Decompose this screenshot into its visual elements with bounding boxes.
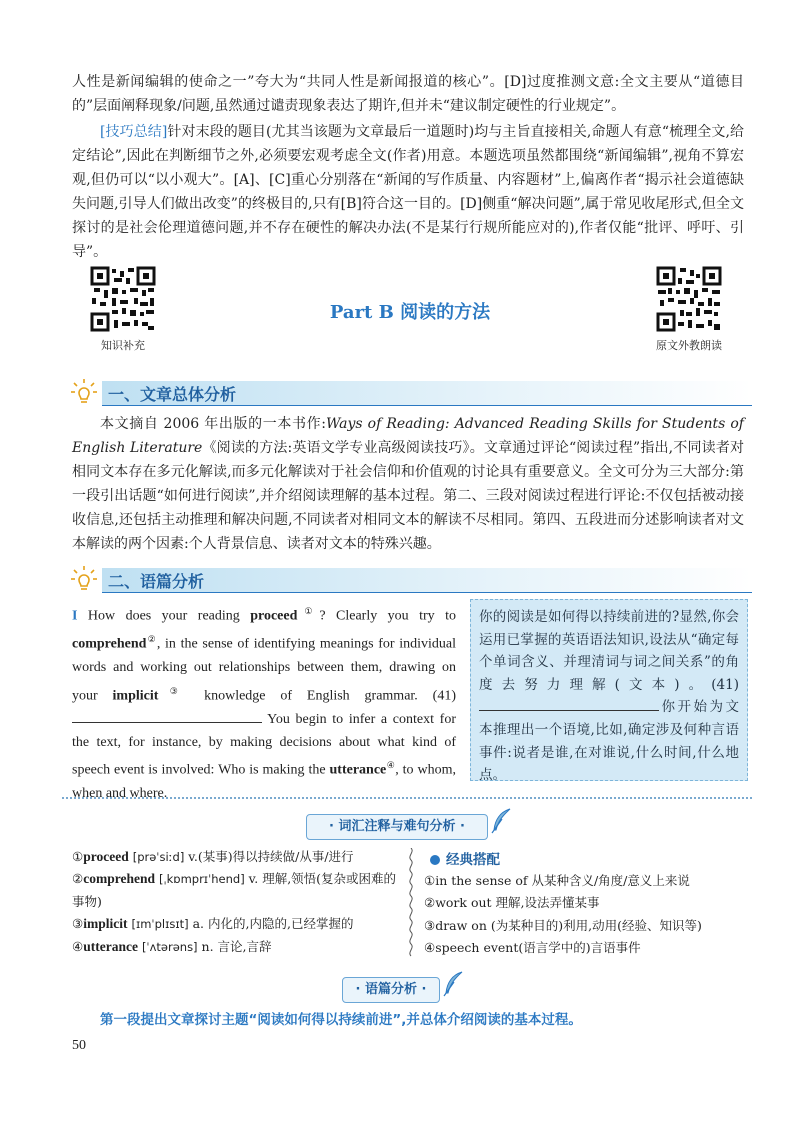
phrase-list (424, 870, 754, 960)
definition: n. 言论,言辞 (201, 938, 272, 954)
definition: v.(某事)得以持续做/从事/进行 (188, 849, 354, 864)
vocabulary-list (72, 846, 402, 958)
text-run: knowledge of English grammar. (41) (189, 688, 456, 704)
phonetic: [ɪmˈplɪsɪt] (131, 917, 189, 932)
vocab-item (72, 913, 402, 935)
section-header-overall-analysis (62, 378, 752, 406)
intro-paragraph: 人性是新闻编辑的使命之一”夸大为“共同人性是新闻报道的核心”。[D]过度推测文意:全文主要从“道德目的”层面阐释现象/问题,虽然通过谴责现象表达了期许,但并未“建议制定硬性的行业规定”。 (72, 74, 744, 114)
section-title: 一、文章总体分析 (108, 385, 237, 404)
definition: a. 内化的,内隐的,已经掌握的 (192, 916, 354, 932)
overall-analysis-text (72, 412, 744, 556)
phrase-item: ③draw on (为某种目的)利用,动用(经验、知识等) (424, 917, 702, 933)
summary-intro: 本文摘自 2006 年出版的一本书作: (100, 416, 326, 432)
qr-label-reading-audio: 原文外教朗读 (656, 339, 722, 352)
paragraph-number: I (72, 608, 78, 624)
part-title: Part B 阅读的方法 (329, 302, 491, 323)
phrases-heading (430, 848, 500, 868)
translation-box (470, 599, 748, 784)
text-run: , in the sense of identifying meanings for individual words and working out relationships between them, drawing on your (72, 636, 456, 704)
footnote-mark: ② (146, 634, 157, 645)
lightbulb-icon (70, 378, 98, 406)
item-number: ④ (72, 938, 84, 954)
item-number: ③ (72, 916, 84, 932)
vocab-section-badge: · 词汇注释与难句分析 · (306, 814, 488, 840)
phonetic: [ˈʌtərəns] (141, 939, 198, 954)
keyword-proceed: proceed (250, 608, 298, 624)
footnote-mark: ④ (386, 760, 396, 771)
answer-blank-41[interactable] (72, 710, 262, 723)
item-number: ② (72, 871, 84, 887)
paragraph-one-english (72, 600, 456, 806)
phrase-item: ②work out 理解,设法弄懂某事 (424, 895, 600, 911)
translation-text: 你开始为文本推理出一个语境,比如,确定涉及何种言语事件:说者是谁,在对谁说,什么时间,什么地点。 (479, 699, 739, 784)
text-run: , to whom, when and where. (72, 763, 456, 802)
qr-label-knowledge: 知识补充 (101, 339, 145, 352)
lightbulb-icon (70, 565, 98, 593)
phrase-item: ①in the sense of 从某种含义/角度/意义上来说 (424, 873, 690, 888)
translation-text: 你的阅读是如何得以持续前进的?显然,你会运用已掌握的英语语法知识,设法从“确定每个单词含义、并理清词与词之间关系”的角度去努力理解(文本)。(41) (479, 609, 739, 693)
bullet-icon (430, 855, 440, 865)
section-title: 二、语篇分析 (108, 572, 205, 591)
phrase-item: ④speech event(语言学中的)言语事件 (424, 940, 641, 956)
discourse-section-badge: · 语篇分析 · (342, 977, 440, 1003)
dotted-divider (62, 797, 752, 799)
quill-icon (442, 971, 464, 997)
qr-code-knowledge[interactable] (90, 266, 156, 332)
spiral-divider (407, 848, 415, 958)
phonetic: [prəˈsiːd] (132, 850, 185, 864)
phrases-title: 经典搭配 (446, 852, 500, 868)
vocab-word: implicit (83, 916, 128, 932)
section-header-discourse-analysis (62, 565, 752, 593)
item-number: ① (72, 849, 84, 864)
vocab-word: comprehend (83, 871, 155, 887)
vocab-word: proceed (83, 849, 129, 864)
text-run: How does your reading (87, 608, 251, 624)
qr-code-reading-audio[interactable] (656, 266, 722, 332)
vocab-item (72, 846, 402, 868)
summary-body: 《阅读的方法:英语文学专业高级阅读技巧》。文章通过评论“阅读过程”指出,不同读者对相同文本存在多元化解读,而多元化解读对于社会信仰和价值观的讨论具有重要意义。全文可分为三大部分:第一段引出话题“如何进行阅读”,并介绍阅读理解的基本过程。第二、三段对阅读过程进行评论:不仅包括被动接收信息,还包括主动推理和解决问题,不同读者对相同文本的解读不尽相同。第四、五段进而分述影响读者对文本解读的两个因素:个人背景信息、读者对文本的特殊兴趣。 (72, 440, 744, 552)
phonetic: [ˌkɒmprɪˈhend] (158, 872, 245, 887)
book-title-english: Ways of Reading: Advanced Reading Skills for Students of English Literature (72, 416, 744, 456)
text-run: ? Clearly you try to (319, 608, 457, 624)
footnote-mark: ③ (158, 685, 190, 696)
text-run: You begin to infer a context for the text, for instance, by making decisions about what kind of speech event is involved: Who is making the (72, 711, 456, 779)
tips-label: [技巧总结] (100, 124, 168, 140)
discourse-summary: 第一段提出文章探讨主题“阅读如何得以持续前进”,并总体介绍阅读的基本过程。 (100, 1012, 582, 1028)
vocab-item (72, 936, 402, 958)
footnote-mark: ① (297, 606, 320, 616)
quill-icon (490, 808, 512, 834)
keyword-implicit: implicit (112, 688, 159, 704)
translation-blank-41[interactable] (479, 698, 659, 711)
definition: v. 理解,领悟(复杂或困难的事物) (72, 871, 397, 909)
tips-text: 针对末段的题目(尤其当该题为文章最后一道题时)均与主旨直接相关,命题人有意“梳理全文,给定结论”,因此在判断细节之外,必须要宏观考虑全文(作者)用意。本题选项虽然都围绕“新闻编辑”,视角不算宏观,但仍可以“以小观大”。[A]、[C]重心分别落在“新闻的写作质量、内容题材”上,偏离作者“揭示社会道德缺失问题,引导人们做出改变”的终极目的,只有[B]符合这一目的。[D]侧重“解决问题”,属于常见收尾形式,但全文探讨的是社会伦理道德问题,并不存在硬性的解决办法(不是某行行规所能应对的),作者仅能“批评、呼吁、引导”。 (72, 124, 744, 260)
tips-paragraph (72, 120, 744, 264)
vocab-item (72, 868, 402, 913)
page-number: 50 (72, 1038, 86, 1053)
keyword-comprehend: comprehend (72, 636, 147, 652)
keyword-utterance: utterance (329, 763, 387, 779)
vocab-word: utterance (83, 938, 138, 954)
